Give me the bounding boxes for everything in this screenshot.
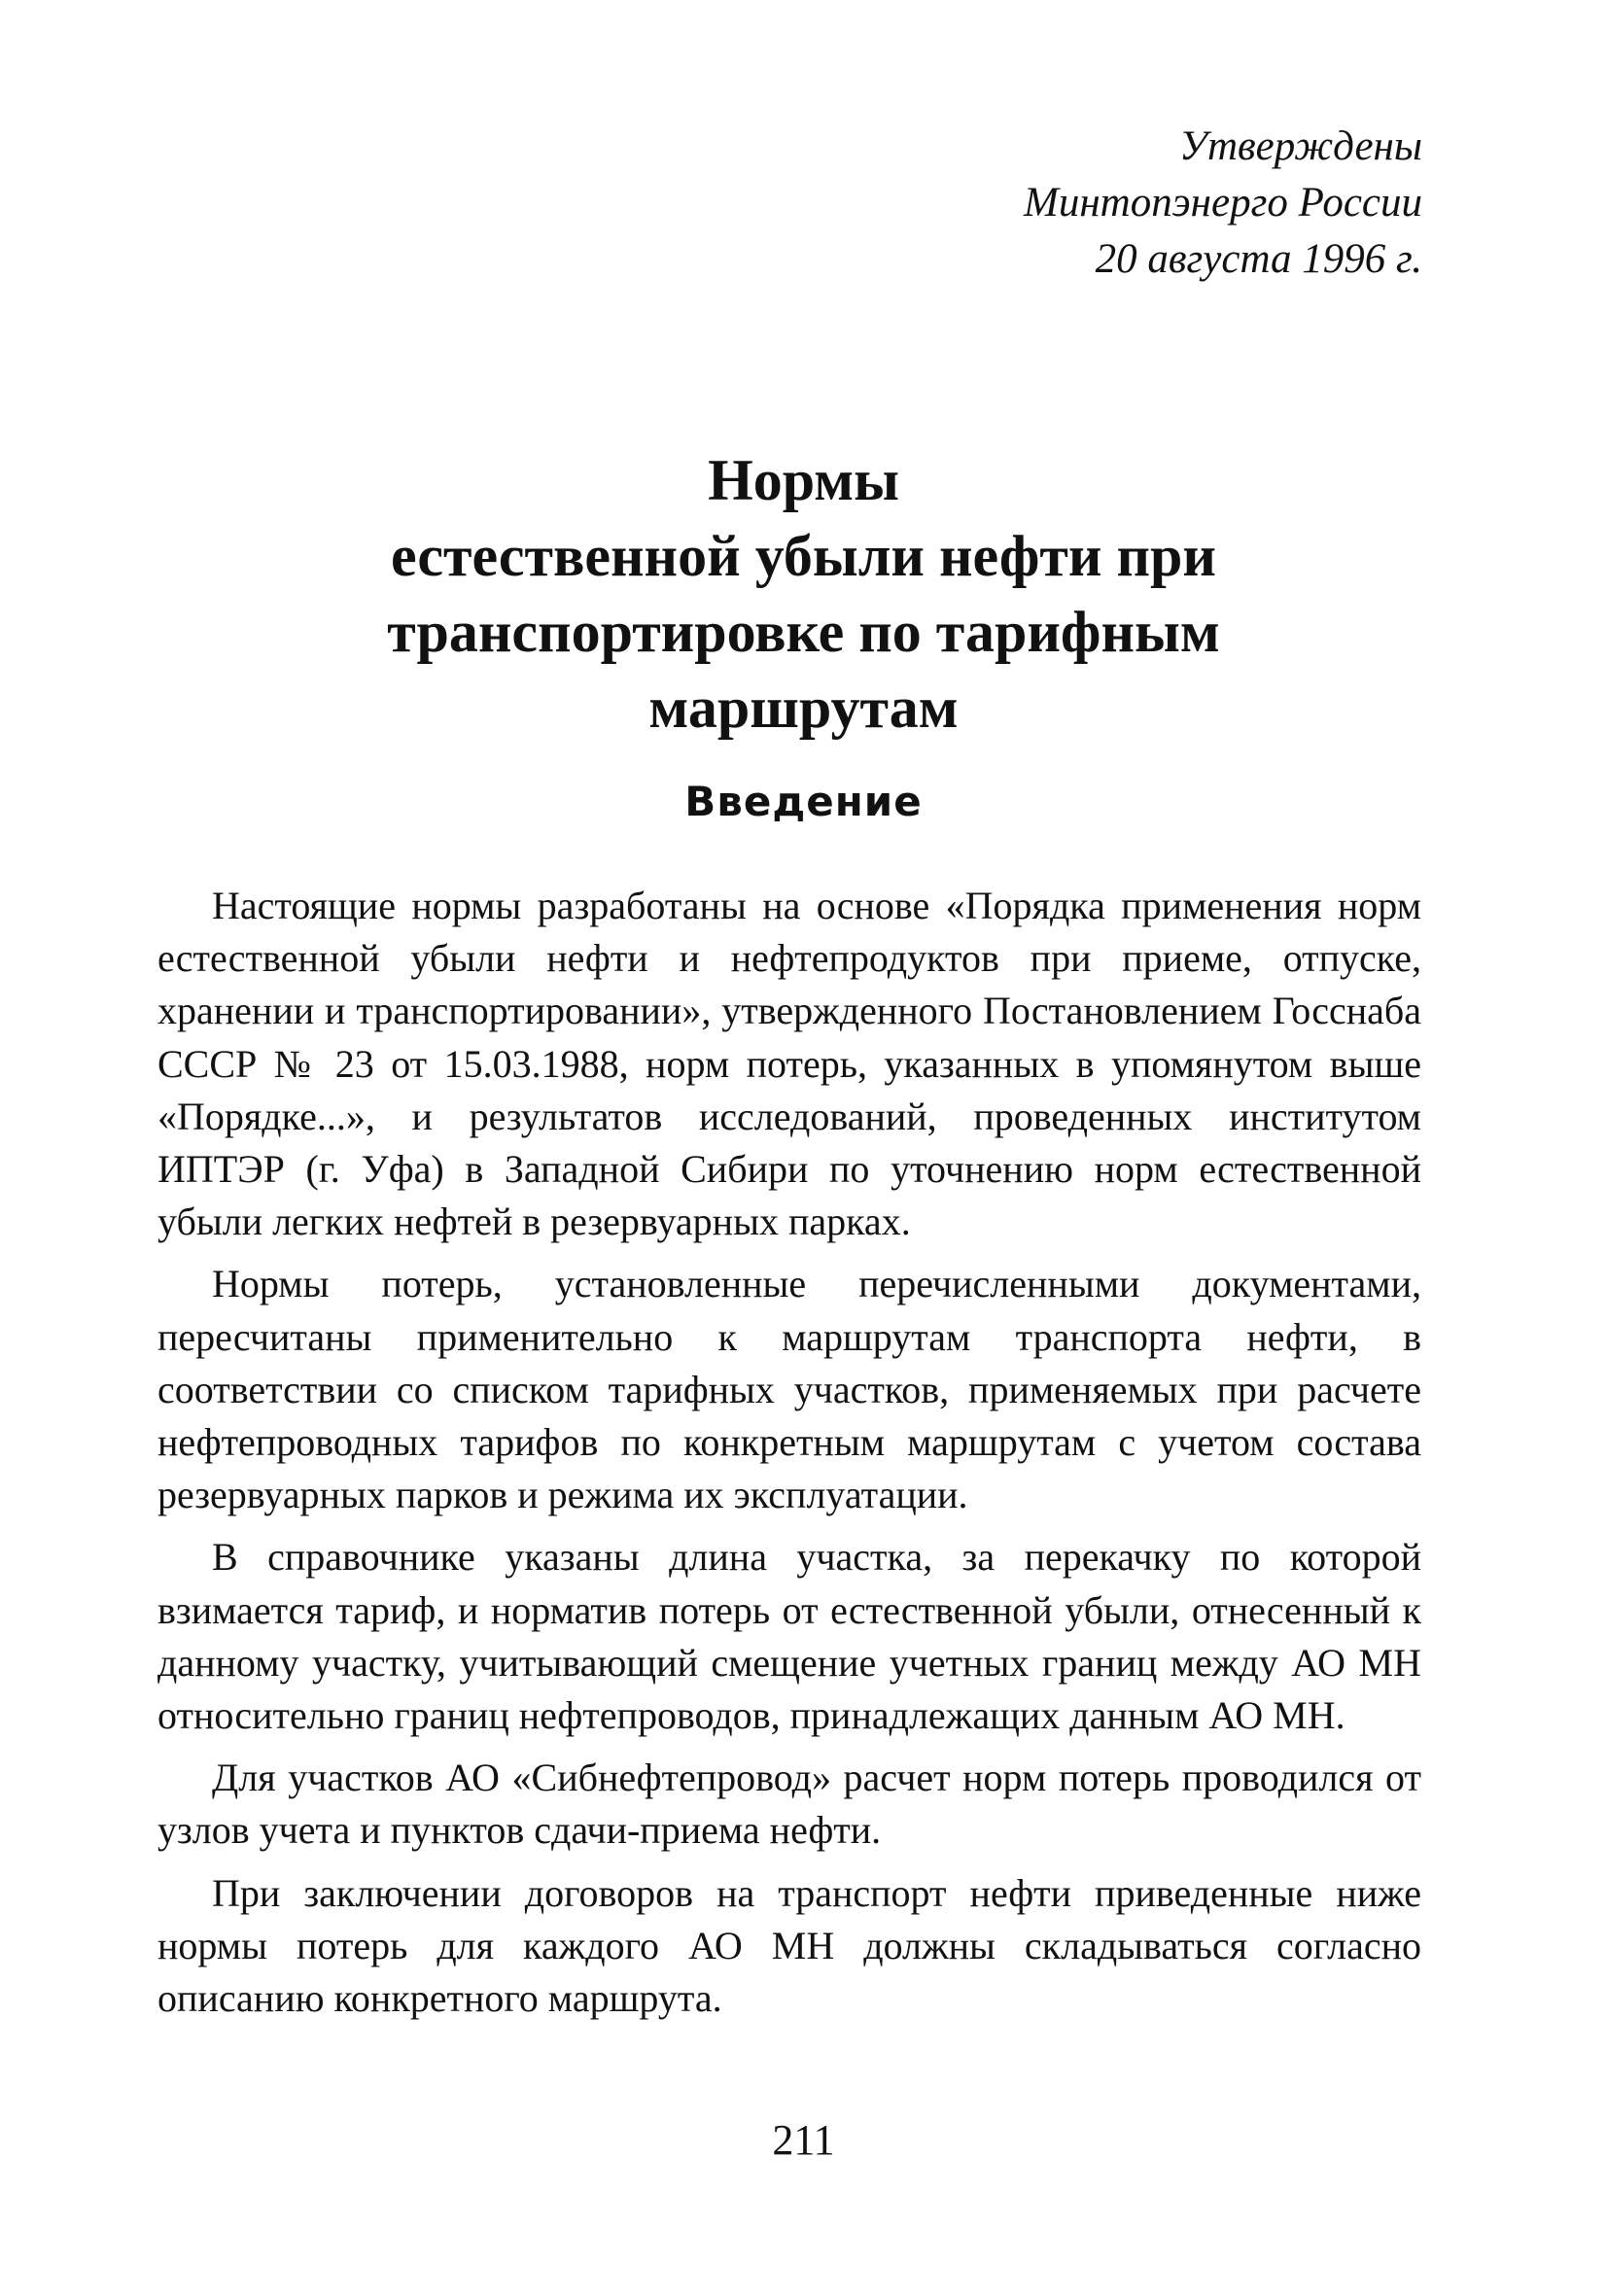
approval-line-1: Утверждены [1179, 123, 1422, 169]
approval-line-3: 20 августа 1996 г. [1095, 236, 1422, 282]
body-text [157, 880, 1421, 2035]
approval-line-2: Минтопэнерго России [1024, 180, 1422, 226]
title-line-3: транспортировке по тарифным [387, 600, 1220, 664]
approval-note [1024, 119, 1422, 288]
paragraph-4: Для участков АО «Сибнефтепровод» расчет норм потерь проводился от узлов учета и пунктов сдачи-приема нефти. [157, 1756, 1421, 1853]
title-line-1: Нормы [708, 448, 899, 512]
section-heading: Введение [684, 778, 923, 825]
title-line-2: естественной убыли нефти при [391, 524, 1216, 588]
title-line-4: маршрутам [648, 676, 959, 740]
page-number: 211 [772, 2116, 835, 2164]
document-title [0, 442, 1607, 746]
paragraph-5: При заключении договоров на транспорт нефти приведенные ниже нормы потерь для каждого АО МН должны складываться согласно описанию конкретного маршрута. [157, 1870, 1421, 2021]
paragraph-1: Настоящие нормы разработаны на основе «Порядка применения норм естественной убыли нефти и нефтепродуктов при приеме, отпуске, хранении и транспортировании», утвержденного Постановлением Госснаба СССР № 23 от 15.03.1988, норм потерь, указанных в упомянутом выше «Порядке...», и результатов исследований, проведенных институтом ИПТЭР (г. Уфа) в Западной Сибири по уточнению норм естественной убыли легких нефтей в резервуарных парках. [157, 884, 1421, 1244]
paragraph-3: В справочнике указаны длина участка, за перекачку по которой взимается тариф, и норматив потерь от естественной убыли, отнесенный к данному участку, учитывающий смещение учетных границ между АО МН относительно границ нефтепроводов, принадлежащих данным АО МН. [157, 1535, 1421, 1738]
paragraph-2: Нормы потерь, установленные перечисленными документами, пересчитаны применительно к маршрутам транспорта нефти, в соответствии со списком тарифных участков, применяемых при расчете нефтепроводных тарифов по конкретным маршрутам с учетом состава резервуарных парков и режима их эксплуатации. [157, 1262, 1421, 1517]
